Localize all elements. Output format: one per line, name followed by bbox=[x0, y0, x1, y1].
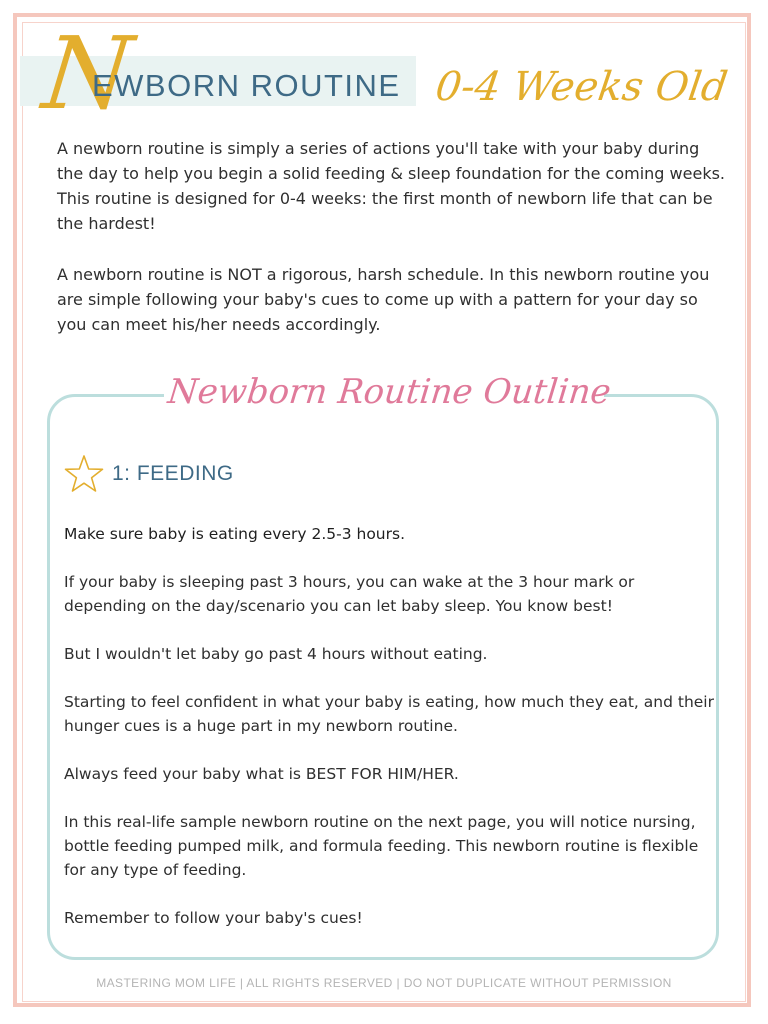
feeding-paragraph: If your baby is sleeping past 3 hours, you can wake at the 3 hour mark or depending on the day/scenario you can let baby sleep. You know best! bbox=[64, 573, 635, 615]
feeding-content bbox=[64, 522, 714, 954]
intro-paragraph-2: A newborn routine is NOT a rigorous, harsh schedule. In this newborn routine you are simple following your baby's cues to come up with a pattern for your day so you can meet his/her needs accordingly. bbox=[57, 265, 710, 334]
feeding-paragraph: Starting to feel confident in what your baby is eating, how much they eat, and their hunger cues is a huge part in my newborn routine. bbox=[64, 693, 714, 735]
feeding-paragraph: Make sure baby is eating every 2.5-3 hours. bbox=[64, 525, 405, 543]
feeding-paragraph: In this real-life sample newborn routine on the next page, you will notice nursing, bottle feeding pumped milk, and formula feeding. This newborn routine is flexible for any type of feeding. bbox=[64, 813, 699, 879]
title-initial: N bbox=[37, 15, 138, 132]
star-icon bbox=[64, 454, 104, 494]
copyright-footer: MASTERING MOM LIFE | ALL RIGHTS RESERVED | DO NOT DUPLICATE WITHOUT PERMISSION bbox=[96, 976, 672, 990]
intro-paragraph-1: A newborn routine is simply a series of actions you'll take with your baby during the day to help you begin a solid feeding & sleep foundation for the coming weeks. This routine is designed for 0-4 weeks: the first month of newborn life that can be the hardest! bbox=[57, 139, 726, 233]
feeding-paragraph: But I wouldn't let baby go past 4 hours without eating. bbox=[64, 645, 488, 663]
feeding-paragraph: Remember to follow your baby's cues! bbox=[64, 909, 363, 927]
age-range-subtitle: 0-4 Weeks Old bbox=[432, 64, 731, 110]
feeding-paragraph: Always feed your baby what is BEST FOR HIM/HER. bbox=[64, 765, 459, 783]
page-title: EWBORN ROUTINE bbox=[92, 68, 401, 103]
section-heading-feeding: 1: FEEDING bbox=[112, 462, 234, 485]
outline-title: Newborn Routine Outline bbox=[165, 372, 613, 412]
